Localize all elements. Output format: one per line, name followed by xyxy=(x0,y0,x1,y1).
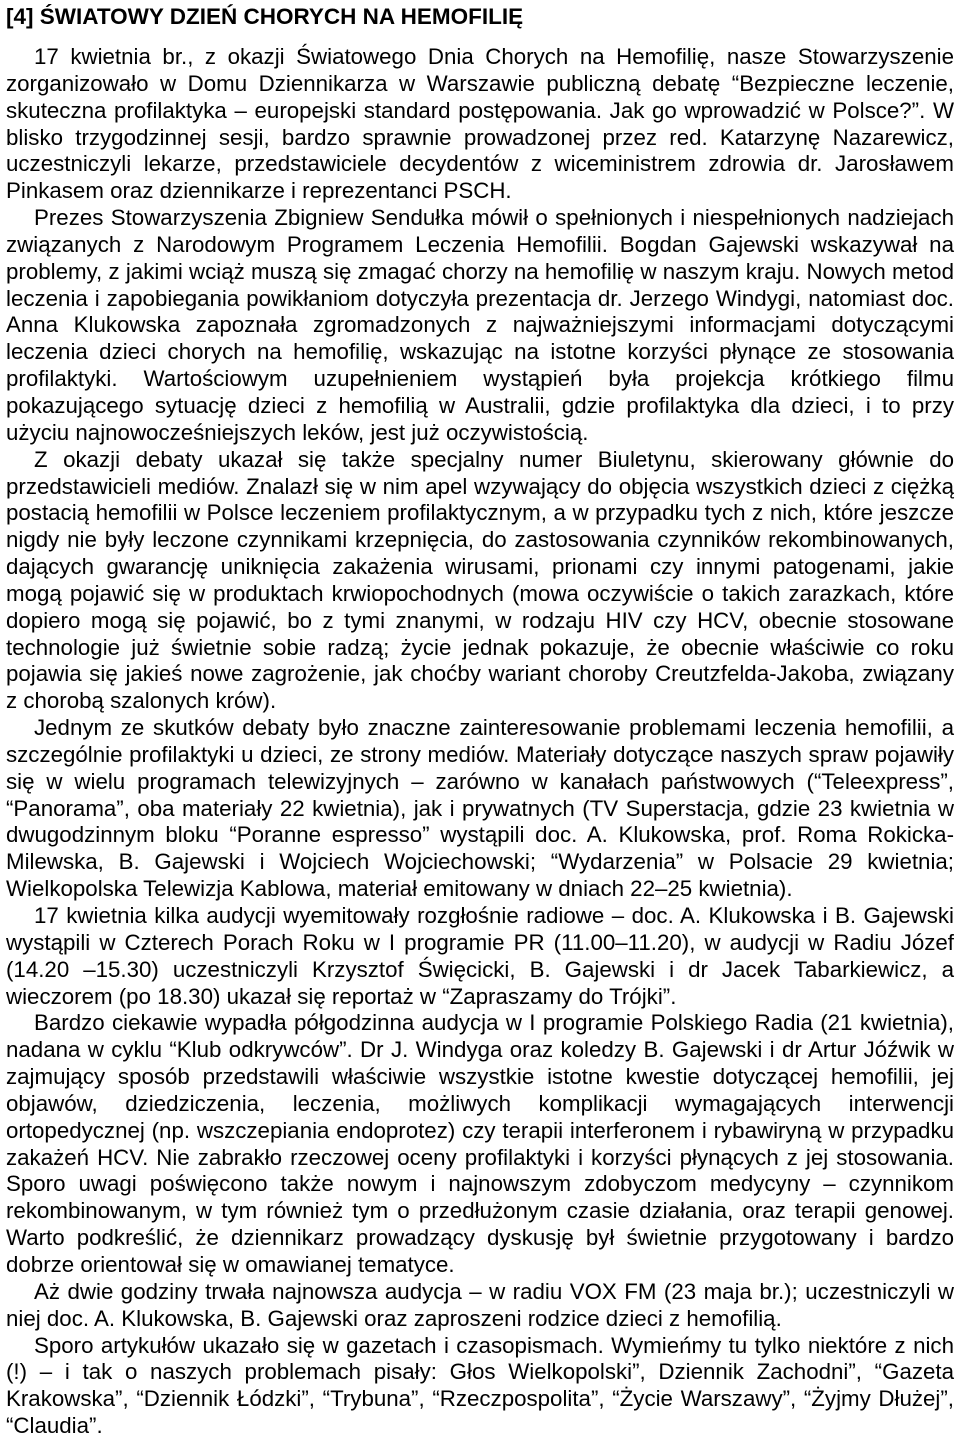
paragraph-speakers: Prezes Stowarzyszenia Zbigniew Sendułka mówił o spełnionych i niespełnionych nadziejach związanych z Narodowym Programem Leczenia Hemofilii. Bogdan Gajewski wskazywał na problemy, z jakimi wciąż muszą się zmagać chorzy na hemofilię w naszym kraju. Nowych metod leczenia i zapobiegania powikłaniom dotyczyła prezentacja dr. Jerzego Windygi, natomiast doc. Anna Klukowska zapoznała zgromadzonych z najważniejszymi informacjami dotyczącymi leczenia dzieci chorych na hemofilię, wskazując na istotne korzyści płynące ze stosowania profilaktyki. Wartościowym uzupełnieniem wystąpień była projekcja krótkiego filmu pokazującego sytuację dzieci z hemofilią w Australii, gdzie profilaktyka dla dzieci, i to przy użyciu najnowocześniejszych leków, jest już oczywistością. xyxy=(6,205,954,445)
paragraph-press: Sporo artykułów ukazało się w gazetach i czasopismach. Wymieńmy tu tylko niektóre z nich (!) – i tak o naszych problemach pisały: Głos Wielkopolski”, Dziennik Zachodni”, “Gazeta Krakowska”, “Dziennik Łódzki”, “Trybuna”, “Rzeczpospolita”, “Życie Warszawy”, “Żyjmy Dłużej”, “Claudia”. xyxy=(6,1332,954,1439)
section-heading: [4] ŚWIATOWY DZIEŃ CHORYCH NA HEMOFILIĘ xyxy=(6,4,524,29)
paragraph-media-tv: Jednym ze skutków debaty było znaczne zainteresowanie problemami leczenia hemofilii, a szczególnie profilaktyki u dzieci, ze strony mediów. Materiały dotyczące naszych spraw pojawiły się w wielu programach telewizyjnych – zarówno w kanałach państwowych (“Teleexpress”, “Panorama”, oba materiały 22 kwietnia), jak i prywatnych (TV Superstacja, gdzie 23 kwietnia w dwugodzinnym bloku “Poranne espresso” wystąpili doc. A. Klukowska, prof. Roma Rokicka-Milewska, B. Gajewski i Wojciech Wojciechowski; “Wydarzenia” w Polsacie 29 kwietnia; Wielkopolska Telewizja Kablowa, materiał emitowany w dniach 22–25 kwietnia). xyxy=(6,715,954,902)
paragraph-klub-odkrywcow: Bardzo ciekawie wypadła półgodzinna audycja w I programie Polskiego Radia (21 kwietnia), nadana w cyklu “Klub odkrywców”. Dr J. Windyga oraz koledzy B. Gajewski i dr Artur Jóźwik w zajmujący sposób przedstawili właściwie wszystkie istotne kwestie dotyczącej hemofilii, jej objawów, dziedziczenia, leczenia, możliwych komplikacji wymagających interwencji ortopedycznej (np. wszczepiania endoprotez) czy terapii interferonem i rybawiryną w przypadku zakażeń HCV. Nie zabrakło rzeczowej oceny profilaktyki i korzyści płynących z jej stosowania. Sporo uwagi poświęcono także nowym i najnowszym zdobyczom medycyny – czynnikom rekombinowanym, w tym również tym o przedłużonym czasie działania, oraz terapii genowej. Warto podkreślić, że dziennikarz prowadzący dyskusję był świetnie przygotowany i bardzo dobrze orientował się w omawianej tematyce. xyxy=(6,1010,954,1277)
paragraph-radio-april-17: 17 kwietnia kilka audycji wyemitowały rozgłośnie radiowe – doc. A. Klukowska i B. Gajewski wystąpili w Czterech Porach Roku w I programie PR (11.00–11.20), w audycji w Radiu Józef (14.20 –15.30) uczestniczyli Krzysztof Święcicki, B. Gajewski i dr Jacek Tabarkiewicz, a wieczorem (po 18.30) ukazał się reportaż w “Zapraszamy do Trójki”. xyxy=(6,903,954,1009)
paragraph-debate-intro: 17 kwietnia br., z okazji Światowego Dnia Chorych na Hemofilię, nasze Stowarzyszenie zorganizowało w Domu Dziennikarza w Warszawie publiczną debatę “Bezpieczne leczenie, skuteczna profilaktyka – europejski standard postępowania. Jak go wprowadzić w Polsce?”. W blisko trzygodzinnej sesji, bardzo sprawnie prowadzonej przez red. Katarzynę Nazarewicz, uczestniczyli lekarze, przedstawiciele decydentów z wiceministrem zdrowia dr. Jarosławem Pinkasem oraz dziennikarze i reprezentanci PSCH. xyxy=(6,44,954,204)
paragraph-bulletin: Z okazji debaty ukazał się także specjalny numer Biuletynu, skierowany głównie do przedstawicieli mediów. Znalazł się w nim apel wzywający do objęcia wszystkich dzieci z ciężką postacią hemofilii w Polsce leczeniem profilaktycznym, a w przypadku tych z nich, które jeszcze nigdy nie były leczone czynnikami krzepnięcia, do zastosowania czynników rekombinowanych, dających gwarancję uniknięcia zakażenia wirusami, prionami czy innymi patogenami, jakie mogą pojawić się w produktach krwiopochodnych (mowa oczywiście o takich zarazkach, które dopiero mogą się pojawić, bo z tymi znanymi, w rodzaju HIV czy HCV, obecnie stosowane technologie już świetnie sobie radzą; życie jednak pokazuje, że obecnie właściwie co roku pojawia się jakieś nowe zagrożenie, jak choćby wariant choroby Creutzfelda-Jakoba, związany z chorobą szalonych krów). xyxy=(6,446,954,714)
document-page xyxy=(6,4,954,1440)
paragraph-vox-fm: Aż dwie godziny trwała najnowsza audycja – w radiu VOX FM (23 maja br.); uczestniczyli w niej doc. A. Klukowska, B. Gajewski oraz zaproszeni rodzice dzieci z hemofilią. xyxy=(6,1278,954,1331)
